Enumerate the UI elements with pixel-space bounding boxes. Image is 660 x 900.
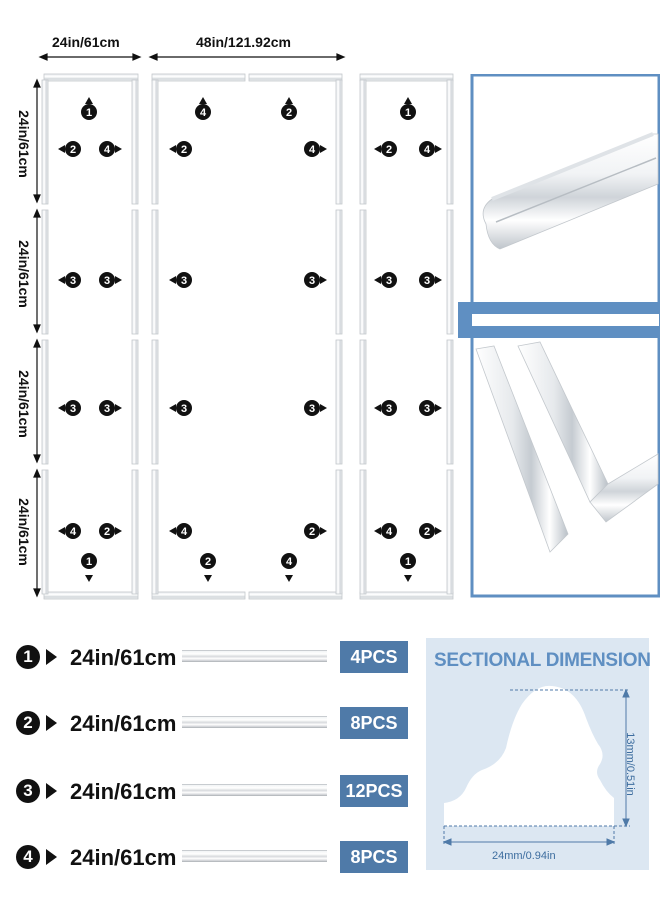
marker-number: 2 — [423, 526, 431, 538]
legend-number-badge: 4 — [16, 845, 40, 869]
marker-number: 3 — [69, 275, 77, 287]
marker-number: 3 — [385, 403, 393, 415]
molding-strip — [182, 716, 327, 728]
marker-number: 4 — [423, 144, 431, 156]
marker-number: 4 — [308, 144, 316, 156]
marker-number: 3 — [423, 403, 431, 415]
width-dimension-label: 24mm/0.94in — [492, 850, 556, 862]
marker-number: 2 — [69, 144, 77, 156]
sectional-title: SECTIONAL DIMENSION — [434, 650, 651, 671]
molding-photo-panel — [458, 74, 660, 598]
marker-number: 1 — [404, 107, 412, 119]
marker-number: 3 — [385, 275, 393, 287]
legend-number-badge: 2 — [16, 711, 40, 735]
marker-number: 2 — [285, 107, 293, 119]
marker-number: 1 — [85, 556, 93, 568]
panel-layout-diagram — [0, 0, 470, 610]
pointer-arrow-icon — [46, 649, 57, 665]
marker-number: 4 — [385, 526, 393, 538]
height-label-row4: 24in/61cm — [16, 498, 32, 566]
marker-number: 4 — [285, 556, 293, 568]
marker-number: 2 — [204, 556, 212, 568]
legend-size: 24in/61cm — [70, 845, 177, 870]
molding-strip — [182, 784, 327, 796]
marker-number: 2 — [103, 526, 111, 538]
marker-number: 3 — [103, 275, 111, 287]
marker-number: 3 — [69, 403, 77, 415]
legend-size: 24in/61cm — [70, 645, 177, 670]
legend-number-badge: 1 — [16, 645, 40, 669]
marker-number: 4 — [199, 107, 207, 119]
marker-number: 4 — [103, 144, 111, 156]
marker-number: 3 — [180, 275, 188, 287]
pointer-arrow-icon — [46, 715, 57, 731]
height-dimension-label: 13mm/0.51in — [624, 732, 636, 796]
profile-cross-section — [426, 638, 649, 870]
marker-number: 4 — [69, 526, 77, 538]
marker-number: 3 — [308, 275, 316, 287]
width-label-48in: 48in/121.92cm — [196, 34, 291, 50]
legend-number-badge: 3 — [16, 779, 40, 803]
marker-number: 3 — [180, 403, 188, 415]
height-label-row3: 24in/61cm — [16, 370, 32, 438]
legend-size: 24in/61cm — [70, 779, 177, 804]
width-label-24in: 24in/61cm — [52, 34, 120, 50]
pcs-badge: 12PCS — [340, 775, 408, 807]
marker-number: 3 — [423, 275, 431, 287]
marker-number: 4 — [180, 526, 188, 538]
molding-strip — [182, 650, 327, 662]
marker-number: 2 — [308, 526, 316, 538]
marker-number: 1 — [404, 556, 412, 568]
height-label-row1: 24in/61cm — [16, 110, 32, 178]
molding-strip — [182, 850, 327, 862]
marker-number: 3 — [308, 403, 316, 415]
marker-number: 1 — [85, 107, 93, 119]
pointer-arrow-icon — [46, 849, 57, 865]
pointer-arrow-icon — [46, 783, 57, 799]
pcs-badge: 4PCS — [340, 641, 408, 673]
pcs-badge: 8PCS — [340, 707, 408, 739]
pcs-badge: 8PCS — [340, 841, 408, 873]
legend-size: 24in/61cm — [70, 711, 177, 736]
marker-number: 2 — [180, 144, 188, 156]
marker-number: 3 — [103, 403, 111, 415]
height-label-row2: 24in/61cm — [16, 240, 32, 308]
marker-number: 2 — [385, 144, 393, 156]
